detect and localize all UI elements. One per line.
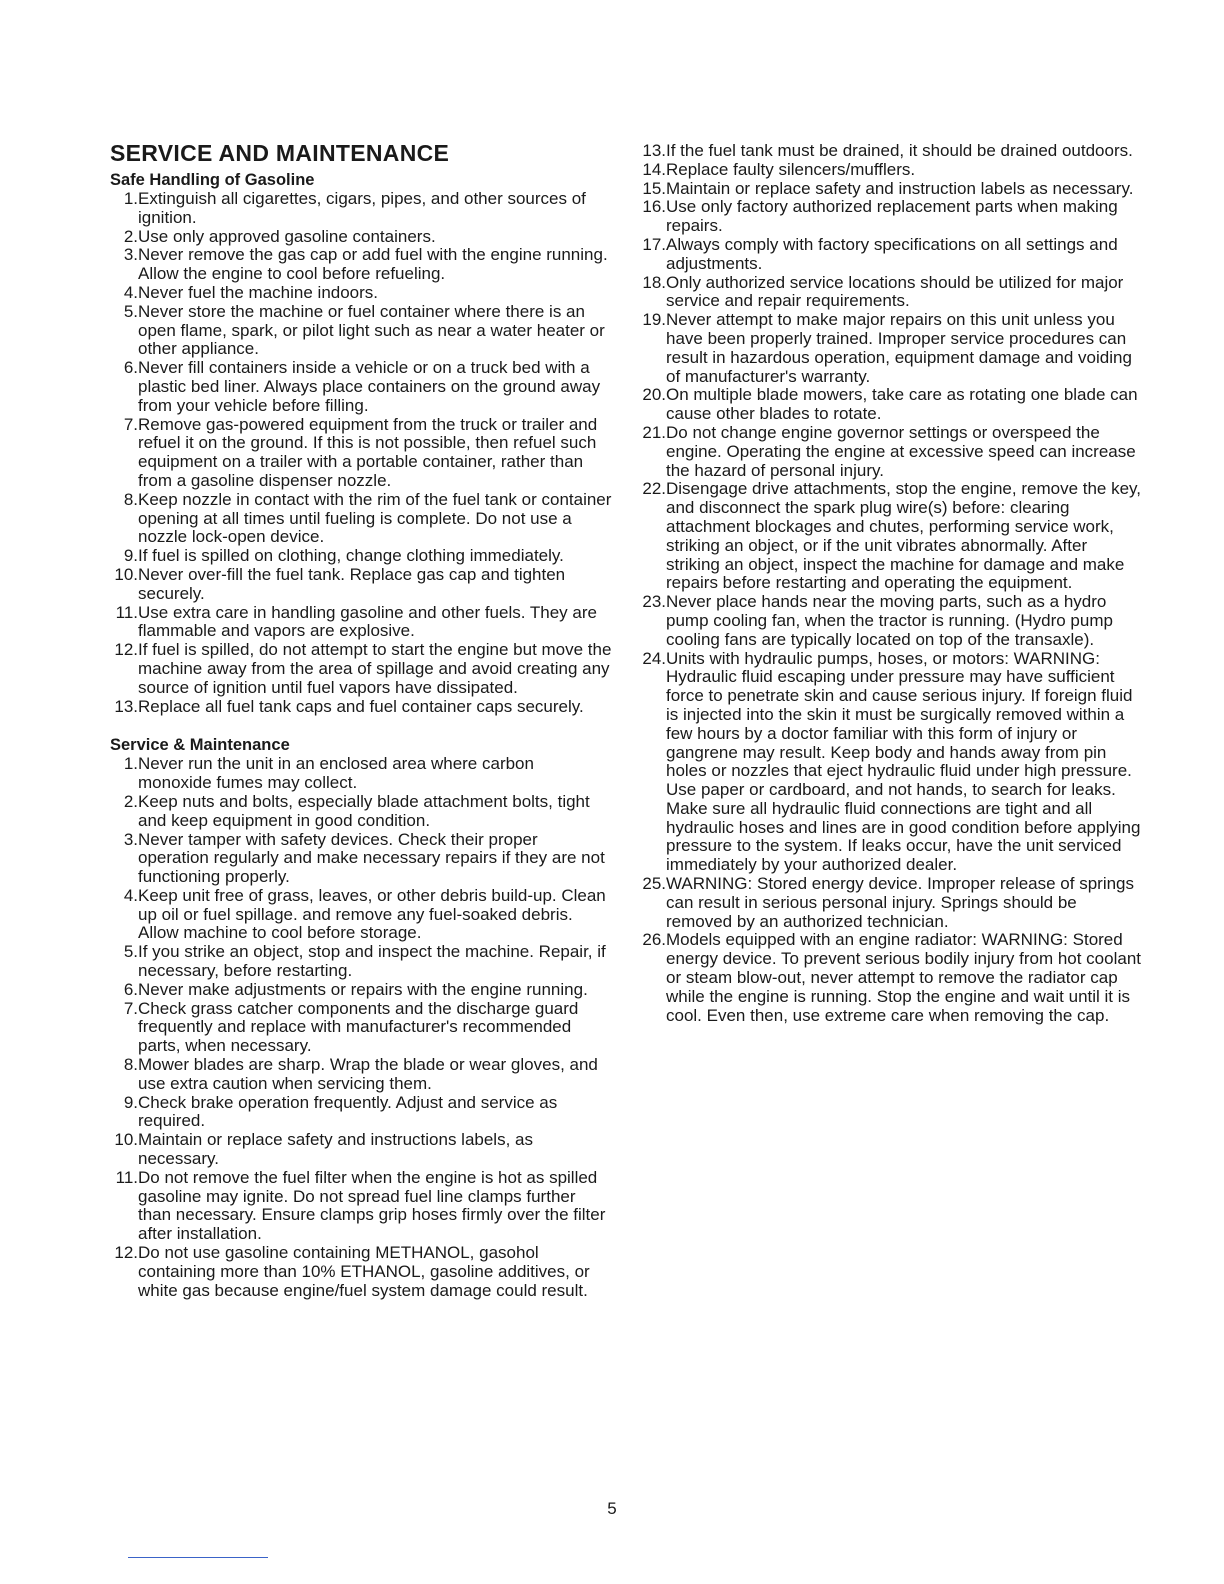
item-text: Always comply with factory specifications on all settings and adjustments. bbox=[666, 234, 1118, 273]
item-number: 9. bbox=[123, 546, 138, 566]
item-number: 5. bbox=[123, 942, 138, 962]
list-item bbox=[636, 424, 1142, 480]
item-text: If fuel is spilled on clothing, change clothing immediately. bbox=[138, 546, 564, 566]
item-number: 24. bbox=[642, 648, 666, 668]
item-number: 4. bbox=[123, 282, 138, 302]
list-item bbox=[636, 142, 1142, 161]
item-text: If the fuel tank must be drained, it should be drained outdoors. bbox=[666, 141, 1133, 160]
list-item bbox=[636, 161, 1142, 180]
item-number: 3. bbox=[123, 829, 138, 849]
item-text: Remove gas-powered equipment from the truck or trailer and refuel it on the ground. If this is not possible, then refuel such equipment on a trailer with a portable container, rather than from a gasoline dispenser nozzle. bbox=[138, 414, 598, 490]
item-number: 17. bbox=[642, 234, 666, 254]
item-number: 18. bbox=[642, 272, 666, 292]
item-text: Use only approved gasoline containers. bbox=[138, 226, 436, 246]
list-item bbox=[110, 416, 612, 491]
item-number: 4. bbox=[123, 885, 138, 905]
item-text: Maintain or replace safety and instruction labels as necessary. bbox=[666, 178, 1134, 198]
list-item bbox=[636, 480, 1142, 593]
list-item bbox=[636, 311, 1142, 386]
item-number: 6. bbox=[123, 358, 138, 378]
item-number: 5. bbox=[123, 301, 138, 321]
item-number: 2. bbox=[123, 791, 138, 811]
page-number: 5 bbox=[607, 1499, 617, 1518]
list-item bbox=[110, 1131, 612, 1169]
item-text: Keep unit free of grass, leaves, or other debris build-up. Clean up oil or fuel spillage. and remove any fuel-soaked debris. Allow machine to cool before storage. bbox=[138, 885, 606, 943]
list-item bbox=[110, 943, 612, 981]
item-number: 11. bbox=[115, 602, 138, 622]
list-item bbox=[636, 274, 1142, 312]
item-text: Never over-fill the fuel tank. Replace gas cap and tighten securely. bbox=[138, 564, 566, 603]
item-text: Never store the machine or fuel container where there is an open flame, spark, or pilot light such as near a water heater or other appliance. bbox=[138, 301, 605, 359]
gasoline-list bbox=[110, 190, 612, 716]
list-item bbox=[110, 303, 612, 359]
item-text: Mower blades are sharp. Wrap the blade or wear gloves, and use extra caution when servicing them. bbox=[138, 1055, 598, 1093]
item-text: Do not remove the fuel filter when the engine is hot as spilled gasoline may ignite. Do not spread fuel line clamps further than necessary. Ensure clamps grip hoses firmly over the filter after installation. bbox=[138, 1167, 606, 1244]
item-text: Never run the unit in an enclosed area where carbon monoxide fumes may collect. bbox=[138, 754, 534, 793]
item-text: Keep nuts and bolts, especially blade attachment bolts, tight and keep equipment in good condition. bbox=[138, 791, 590, 830]
service-list-left bbox=[110, 755, 612, 1300]
list-item bbox=[110, 604, 612, 642]
item-text: If fuel is spilled, do not attempt to start the engine but move the machine away from the area of spillage and avoid creating any source of ignition until fuel vapors have dissipated. bbox=[138, 640, 612, 697]
item-text: If you strike an object, stop and inspect the machine. Repair, if necessary, before restarting. bbox=[138, 942, 606, 981]
list-item bbox=[110, 190, 612, 228]
item-text: Replace all fuel tank caps and fuel container caps securely. bbox=[138, 696, 584, 716]
item-text: Use extra care in handling gasoline and other fuels. They are flammable and vapors are explosive. bbox=[138, 602, 597, 641]
list-item bbox=[110, 284, 612, 303]
list-item bbox=[636, 875, 1142, 931]
item-number: 22. bbox=[642, 479, 666, 499]
list-item bbox=[110, 1094, 612, 1132]
item-text: Models equipped with an engine radiator: WARNING: Stored energy device. To prevent serious bodily injury from hot coolant or steam blow-out, never attempt to remove the radiator cap while the engine is running. Stop the engine and wait until it is cool. Even then, use extreme care when removing the cap. bbox=[666, 930, 1141, 1025]
left-column bbox=[110, 140, 612, 1300]
item-number: 8. bbox=[123, 1055, 138, 1075]
right-column bbox=[636, 142, 1142, 1025]
item-number: 10. bbox=[114, 564, 138, 584]
list-item bbox=[110, 246, 612, 284]
list-item bbox=[110, 641, 612, 697]
item-number: 2. bbox=[123, 226, 138, 246]
item-text: Never make adjustments or repairs with the engine running. bbox=[138, 979, 588, 999]
item-text: Do not use gasoline containing METHANOL, gasohol containing more than 10% ETHANOL, gasoline additives, or white gas because engine/fuel system damage could result. bbox=[138, 1243, 590, 1300]
item-text: Never fuel the machine indoors. bbox=[138, 282, 379, 302]
list-item bbox=[110, 755, 612, 793]
item-number: 6. bbox=[123, 979, 138, 999]
item-text: On multiple blade mowers, take care as rotating one blade can cause other blades to rotate. bbox=[666, 385, 1138, 424]
item-number: 25. bbox=[642, 874, 666, 894]
list-item bbox=[110, 831, 612, 887]
list-item bbox=[110, 887, 612, 943]
item-number: 11. bbox=[115, 1167, 138, 1187]
item-number: 14. bbox=[642, 159, 666, 179]
item-number: 15. bbox=[642, 178, 666, 198]
item-text: Never attempt to make major repairs on this unit unless you have been properly trained. Improper service procedures can result in hazardous operation, equipment damage and voiding of manufacturer's warranty. bbox=[666, 310, 1132, 386]
item-number: 23. bbox=[642, 592, 666, 612]
item-number: 21. bbox=[642, 422, 666, 442]
list-item bbox=[636, 650, 1142, 876]
list-item bbox=[110, 228, 612, 247]
item-text: Check grass catcher components and the discharge guard frequently and replace with manufacturer's recommended parts, when necessary. bbox=[138, 998, 579, 1056]
list-item bbox=[636, 180, 1142, 199]
item-number: 26. bbox=[642, 930, 666, 950]
list-item bbox=[110, 566, 612, 604]
list-item bbox=[110, 698, 612, 717]
list-item bbox=[110, 1000, 612, 1056]
list-item bbox=[110, 1244, 612, 1300]
item-text: Replace faulty silencers/mufflers. bbox=[666, 159, 916, 179]
item-text: Keep nozzle in contact with the rim of the fuel tank or container opening at all times until fueling is complete. Do not use a nozzle lock-open device. bbox=[138, 489, 612, 547]
item-text: Never tamper with safety devices. Check their proper operation regularly and make necessary repairs if they are not functioning properly. bbox=[138, 829, 605, 887]
service-list-right bbox=[636, 142, 1142, 1025]
item-number: 12. bbox=[114, 640, 138, 660]
item-text: Disengage drive attachments, stop the engine, remove the key, and disconnect the spark plug wire(s) before: clearing attachment blockages and chutes, performing service work, striking an object, or if the unit vibrates abnormally. After striking an object, inspect the machine for damage and make repairs before restarting and operating the equipment. bbox=[666, 479, 1142, 593]
item-text: Extinguish all cigarettes, cigars, pipes, and other sources of ignition. bbox=[138, 189, 586, 227]
item-number: 8. bbox=[123, 489, 138, 509]
item-number: 1. bbox=[123, 189, 138, 208]
item-text: Do not change engine governor settings or overspeed the engine. Operating the engine at excessive speed can increase the hazard of personal injury. bbox=[666, 422, 1136, 480]
item-number: 7. bbox=[123, 998, 138, 1018]
item-number: 7. bbox=[123, 414, 138, 434]
item-number: 19. bbox=[642, 310, 666, 330]
item-text: Check brake operation frequently. Adjust and service as required. bbox=[138, 1092, 558, 1131]
list-item bbox=[636, 198, 1142, 236]
item-text: Units with hydraulic pumps, hoses, or motors: WARNING: Hydraulic fluid escaping under pressure may have sufficient force to penetrate skin and cause serious injury. If foreign fluid is injected into the skin it must be surgically removed within a few hours by a doctor familiar with this form of injury or gangrene may result. Keep body and hands away from pin holes or nozzles that eject hydraulic fluid under high pressure. Use paper or cardboard, and not hands, to search for leaks. Make sure all hydraulic fluid connections are tight and all hydraulic hoses and lines are in good condition before applying pressure to the system. If leaks occur, have the unit serviced immediately by your authorized dealer. bbox=[666, 648, 1141, 875]
item-text: Never remove the gas cap or add fuel with the engine running. Allow the engine to cool before refueling. bbox=[138, 245, 608, 284]
item-text: Never place hands near the moving parts, such as a hydro pump cooling fan, when the tractor is running. (Hydro pump cooling fans are typically located on top of the transaxle). bbox=[666, 592, 1113, 649]
list-item bbox=[110, 491, 612, 547]
item-number: 13. bbox=[114, 696, 138, 716]
item-text: Only authorized service locations should be utilized for major service and repair requirements. bbox=[666, 272, 1124, 311]
list-item bbox=[110, 1169, 612, 1244]
list-item bbox=[110, 981, 612, 1000]
list-item bbox=[636, 386, 1142, 424]
footer-rule bbox=[128, 1557, 268, 1558]
list-item bbox=[110, 1056, 612, 1094]
list-item bbox=[636, 236, 1142, 274]
item-text: WARNING: Stored energy device. Improper release of springs can result in serious personal injury. Springs should be removed by an authorized technician. bbox=[666, 874, 1135, 931]
item-text: Never fill containers inside a vehicle or on a truck bed with a plastic bed liner. Always place containers on the ground away from your vehicle before filling. bbox=[138, 358, 601, 415]
item-number: 12. bbox=[114, 1243, 138, 1263]
list-item bbox=[110, 547, 612, 566]
list-item bbox=[636, 593, 1142, 649]
page-title: SERVICE AND MAINTENANCE bbox=[110, 140, 450, 166]
section-heading-service: Service & Maintenance bbox=[110, 736, 290, 755]
list-item bbox=[636, 931, 1142, 1025]
list-item bbox=[110, 359, 612, 415]
item-number: 16. bbox=[642, 197, 666, 217]
section-heading-gasoline: Safe Handling of Gasoline bbox=[110, 171, 315, 189]
item-number: 13. bbox=[642, 141, 666, 160]
item-text: Maintain or replace safety and instructions labels, as necessary. bbox=[138, 1130, 533, 1169]
item-number: 20. bbox=[642, 385, 666, 405]
item-number: 1. bbox=[123, 754, 138, 774]
item-number: 9. bbox=[123, 1092, 138, 1112]
list-item bbox=[110, 793, 612, 831]
item-number: 10. bbox=[114, 1130, 138, 1150]
item-text: Use only factory authorized replacement parts when making repairs. bbox=[666, 197, 1118, 236]
item-number: 3. bbox=[123, 245, 138, 265]
